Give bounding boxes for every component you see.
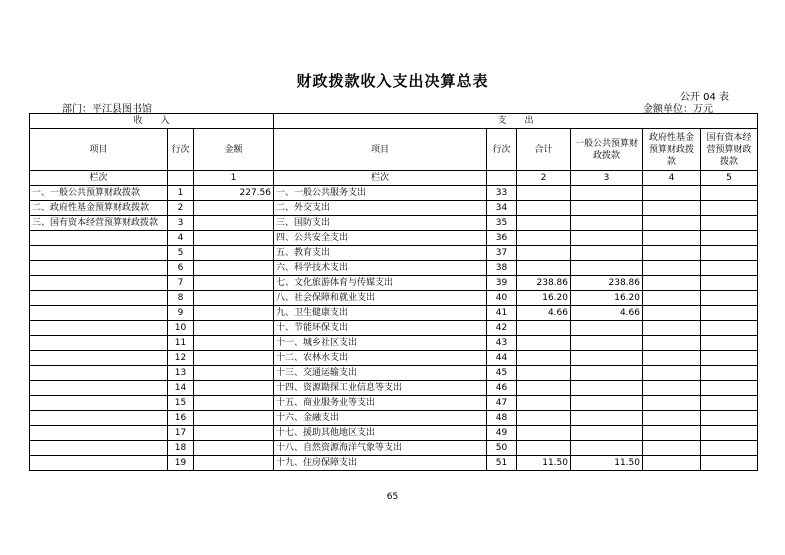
table-row [30, 426, 758, 441]
income-amount-cell [194, 246, 274, 261]
general-budget-cell [571, 351, 643, 366]
table-row [30, 231, 758, 246]
gov-fund-header: 政府性基金预算财政拨款 [643, 129, 701, 171]
col-index-blank [168, 171, 194, 186]
expenditure-header: 支 出 [274, 114, 758, 129]
state-capital-cell [701, 201, 758, 216]
total-cell [517, 351, 571, 366]
total-cell [517, 246, 571, 261]
income-amount-cell [194, 201, 274, 216]
exp-item-cell: 十八、自然资源海洋气象等支出 [274, 441, 487, 456]
exp-item-cell: 十九、住房保障支出 [274, 456, 487, 471]
general-budget-cell [571, 246, 643, 261]
income-line-cell: 18 [168, 441, 194, 456]
general-budget-cell [571, 366, 643, 381]
col-index-1: 1 [194, 171, 274, 186]
exp-line-cell: 40 [487, 291, 517, 306]
exp-line-cell: 33 [487, 186, 517, 201]
income-line-cell: 12 [168, 351, 194, 366]
total-cell: 11.50 [517, 456, 571, 471]
gov-fund-cell [643, 396, 701, 411]
gov-fund-cell [643, 321, 701, 336]
gov-fund-cell [643, 366, 701, 381]
gov-fund-cell [643, 336, 701, 351]
income-item-cell [30, 441, 168, 456]
exp-item-cell: 九、卫生健康支出 [274, 306, 487, 321]
total-cell [517, 366, 571, 381]
exp-line-cell: 47 [487, 396, 517, 411]
gov-fund-cell [643, 291, 701, 306]
exp-item-cell: 七、文化旅游体育与传媒支出 [274, 276, 487, 291]
table-row [30, 261, 758, 276]
state-capital-cell [701, 396, 758, 411]
general-budget-cell [571, 441, 643, 456]
general-budget-cell [571, 216, 643, 231]
income-item-cell [30, 246, 168, 261]
table-row [30, 186, 758, 201]
state-capital-cell [701, 411, 758, 426]
general-budget-header: 一般公共预算财政拨款 [571, 129, 643, 171]
gov-fund-cell [643, 261, 701, 276]
income-item-cell: 二、政府性基金预算财政拨款 [30, 201, 168, 216]
col-index-blank-2 [487, 171, 517, 186]
gov-fund-cell [643, 456, 701, 471]
state-capital-cell [701, 261, 758, 276]
exp-line-cell: 44 [487, 351, 517, 366]
exp-line-cell: 37 [487, 246, 517, 261]
general-budget-cell [571, 381, 643, 396]
gov-fund-cell [643, 381, 701, 396]
table-body [30, 186, 758, 471]
total-cell [517, 426, 571, 441]
exp-item-cell: 五、教育支出 [274, 246, 487, 261]
exp-item-cell: 二、外交支出 [274, 201, 487, 216]
exp-line-cell: 38 [487, 261, 517, 276]
income-amount-cell [194, 231, 274, 246]
exp-line-cell: 35 [487, 216, 517, 231]
table-row [30, 216, 758, 231]
income-line-cell: 2 [168, 201, 194, 216]
exp-line-cell: 48 [487, 411, 517, 426]
gov-fund-cell [643, 426, 701, 441]
income-line-cell: 13 [168, 366, 194, 381]
table-row [30, 336, 758, 351]
income-line-cell: 15 [168, 396, 194, 411]
gov-fund-cell [643, 201, 701, 216]
col-index-2: 2 [517, 171, 571, 186]
income-line-cell: 3 [168, 216, 194, 231]
total-header: 合计 [517, 129, 571, 171]
general-budget-cell [571, 426, 643, 441]
income-amount-cell [194, 306, 274, 321]
state-capital-cell [701, 366, 758, 381]
gov-fund-cell [643, 231, 701, 246]
income-line-cell: 8 [168, 291, 194, 306]
state-capital-cell [701, 231, 758, 246]
income-item-cell [30, 411, 168, 426]
total-cell [517, 381, 571, 396]
department-label: 部门：平江县图书馆 [62, 104, 152, 115]
state-capital-cell [701, 246, 758, 261]
income-item-cell [30, 381, 168, 396]
total-cell [517, 231, 571, 246]
income-item-cell [30, 276, 168, 291]
income-amount-cell [194, 441, 274, 456]
page-title: 财政拨款收入支出决算总表 [296, 72, 489, 90]
exp-item-cell: 四、公共安全支出 [274, 231, 487, 246]
total-cell: 238.86 [517, 276, 571, 291]
exp-item-cell: 三、国防支出 [274, 216, 487, 231]
general-budget-cell: 11.50 [571, 456, 643, 471]
state-capital-cell [701, 351, 758, 366]
exp-item-cell: 十四、资源勘探工业信息等支出 [274, 381, 487, 396]
total-cell [517, 441, 571, 456]
gov-fund-cell [643, 351, 701, 366]
page-number: 65 [386, 492, 399, 502]
form-number: 公开 04 表 [679, 92, 729, 103]
gov-fund-cell [643, 276, 701, 291]
col-index-label-2: 栏次 [274, 171, 487, 186]
exp-row-no-header: 行次 [487, 129, 517, 171]
income-item-cell [30, 231, 168, 246]
total-cell [517, 396, 571, 411]
general-budget-cell [571, 321, 643, 336]
exp-line-cell: 45 [487, 366, 517, 381]
general-budget-cell: 238.86 [571, 276, 643, 291]
exp-item-header: 项目 [274, 129, 487, 171]
total-cell: 16.20 [517, 291, 571, 306]
gov-fund-cell [643, 186, 701, 201]
income-item-cell [30, 336, 168, 351]
income-line-cell: 1 [168, 186, 194, 201]
general-budget-cell: 16.20 [571, 291, 643, 306]
income-amount-cell [194, 396, 274, 411]
col-index-4: 4 [643, 171, 701, 186]
table-row [30, 441, 758, 456]
total-cell [517, 186, 571, 201]
exp-line-cell: 41 [487, 306, 517, 321]
total-cell [517, 336, 571, 351]
income-row-no-header: 行次 [168, 129, 194, 171]
state-capital-cell [701, 456, 758, 471]
general-budget-cell [571, 231, 643, 246]
income-line-cell: 7 [168, 276, 194, 291]
exp-item-cell: 一、一般公共服务支出 [274, 186, 487, 201]
general-budget-cell [571, 336, 643, 351]
exp-line-cell: 42 [487, 321, 517, 336]
general-budget-cell [571, 261, 643, 276]
general-budget-cell [571, 201, 643, 216]
table-row [30, 246, 758, 261]
table-row [30, 306, 758, 321]
table-row [30, 201, 758, 216]
income-item-cell: 三、国有资本经营预算财政拨款 [30, 216, 168, 231]
table-row [30, 456, 758, 471]
general-budget-cell [571, 396, 643, 411]
exp-line-cell: 34 [487, 201, 517, 216]
general-budget-cell: 4.66 [571, 306, 643, 321]
col-index-label: 栏次 [30, 171, 168, 186]
gov-fund-cell [643, 246, 701, 261]
state-capital-header: 国有资本经营预算财政拨款 [701, 129, 758, 171]
income-amount-cell [194, 261, 274, 276]
income-item-cell [30, 456, 168, 471]
col-index-3: 3 [571, 171, 643, 186]
income-item-cell [30, 426, 168, 441]
table-row [30, 276, 758, 291]
income-line-cell: 6 [168, 261, 194, 276]
total-cell [517, 216, 571, 231]
income-amount-cell [194, 291, 274, 306]
exp-item-cell: 六、科学技术支出 [274, 261, 487, 276]
table-row [30, 291, 758, 306]
table-row [30, 351, 758, 366]
income-item-cell [30, 366, 168, 381]
gov-fund-cell [643, 216, 701, 231]
exp-item-cell: 十七、援助其他地区支出 [274, 426, 487, 441]
table-row [30, 381, 758, 396]
col-index-5: 5 [701, 171, 758, 186]
exp-line-cell: 51 [487, 456, 517, 471]
total-cell [517, 411, 571, 426]
exp-line-cell: 36 [487, 231, 517, 246]
exp-line-cell: 39 [487, 276, 517, 291]
income-item-cell [30, 261, 168, 276]
income-amount-header: 金额 [194, 129, 274, 171]
income-item-cell: 一、一般公共预算财政拨款 [30, 186, 168, 201]
total-cell: 4.66 [517, 306, 571, 321]
total-cell [517, 321, 571, 336]
state-capital-cell [701, 321, 758, 336]
income-amount-cell [194, 426, 274, 441]
income-amount-cell [194, 276, 274, 291]
income-amount-cell: 227.56 [194, 186, 274, 201]
table-row [30, 321, 758, 336]
income-item-cell [30, 321, 168, 336]
income-line-cell: 19 [168, 456, 194, 471]
exp-line-cell: 46 [487, 381, 517, 396]
income-amount-cell [194, 366, 274, 381]
state-capital-cell [701, 291, 758, 306]
table-row [30, 396, 758, 411]
income-line-cell: 4 [168, 231, 194, 246]
state-capital-cell [701, 306, 758, 321]
fiscal-summary-table [29, 113, 758, 471]
income-amount-cell [194, 336, 274, 351]
state-capital-cell [701, 381, 758, 396]
state-capital-cell [701, 336, 758, 351]
income-line-cell: 16 [168, 411, 194, 426]
income-item-cell [30, 306, 168, 321]
exp-line-cell: 49 [487, 426, 517, 441]
exp-item-cell: 十一、城乡社区支出 [274, 336, 487, 351]
unit-label: 金额单位：万元 [643, 104, 713, 115]
income-amount-cell [194, 381, 274, 396]
exp-item-cell: 十三、交通运输支出 [274, 366, 487, 381]
state-capital-cell [701, 186, 758, 201]
income-amount-cell [194, 216, 274, 231]
exp-item-cell: 十五、商业服务业等支出 [274, 396, 487, 411]
exp-item-cell: 十、节能环保支出 [274, 321, 487, 336]
income-header: 收 入 [30, 114, 274, 129]
exp-line-cell: 50 [487, 441, 517, 456]
total-cell [517, 201, 571, 216]
income-line-cell: 5 [168, 246, 194, 261]
income-line-cell: 9 [168, 306, 194, 321]
income-amount-cell [194, 321, 274, 336]
total-cell [517, 261, 571, 276]
table-row [30, 411, 758, 426]
exp-item-cell: 十二、农林水支出 [274, 351, 487, 366]
general-budget-cell [571, 186, 643, 201]
income-line-cell: 11 [168, 336, 194, 351]
gov-fund-cell [643, 411, 701, 426]
income-amount-cell [194, 411, 274, 426]
gov-fund-cell [643, 441, 701, 456]
exp-line-cell: 43 [487, 336, 517, 351]
income-line-cell: 17 [168, 426, 194, 441]
exp-item-cell: 八、社会保障和就业支出 [274, 291, 487, 306]
income-amount-cell [194, 351, 274, 366]
exp-item-cell: 十六、金融支出 [274, 411, 487, 426]
state-capital-cell [701, 276, 758, 291]
table-row [30, 366, 758, 381]
state-capital-cell [701, 426, 758, 441]
gov-fund-cell [643, 306, 701, 321]
income-item-cell [30, 291, 168, 306]
income-line-cell: 14 [168, 381, 194, 396]
income-item-header: 项目 [30, 129, 168, 171]
income-line-cell: 10 [168, 321, 194, 336]
income-item-cell [30, 351, 168, 366]
state-capital-cell [701, 441, 758, 456]
general-budget-cell [571, 411, 643, 426]
state-capital-cell [701, 216, 758, 231]
income-amount-cell [194, 456, 274, 471]
income-item-cell [30, 396, 168, 411]
